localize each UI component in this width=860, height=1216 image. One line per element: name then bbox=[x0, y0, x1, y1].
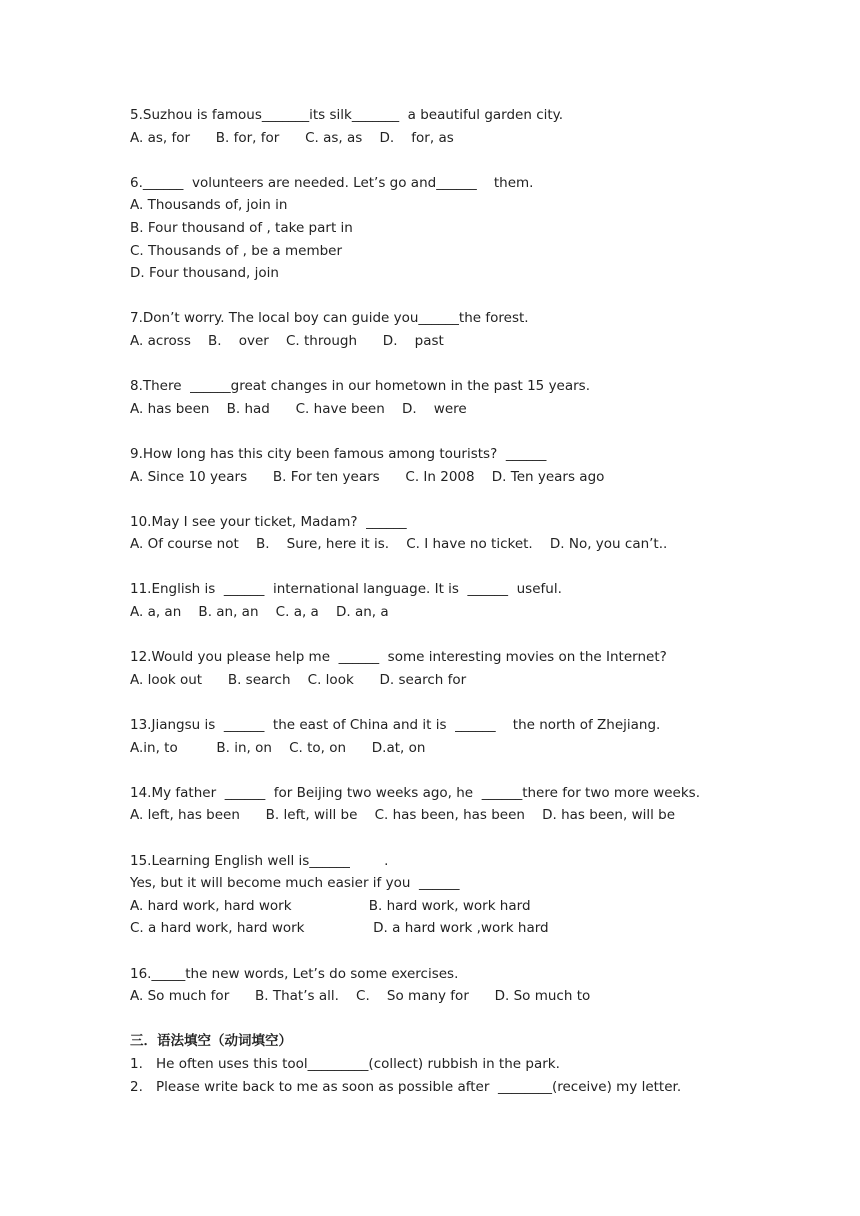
question-options-cd: C. a hard work, hard work D. a hard work ,work hard bbox=[130, 920, 549, 937]
question-stem: 11.English is ______ international language. It is ______ useful. bbox=[130, 581, 562, 598]
question-option-d: D. Four thousand, join bbox=[130, 265, 279, 282]
question-stem: 7.Don’t worry. The local boy can guide you______the forest. bbox=[130, 310, 529, 327]
question-14 bbox=[130, 782, 830, 827]
question-stem: 16._____the new words, Let’s do some exercises. bbox=[130, 965, 459, 982]
question-options: A. Of course not B. Sure, here it is. C. I have no ticket. D. No, you can’t.. bbox=[130, 536, 668, 553]
question-options: A. Since 10 years B. For ten years C. In 2008 D. Ten years ago bbox=[130, 468, 605, 485]
item-text: He often uses this tool_________(collect) rubbish in the park. bbox=[156, 1055, 560, 1072]
question-10 bbox=[130, 511, 830, 556]
item-number: 1. bbox=[130, 1055, 143, 1072]
question-option-b: B. Four thousand of , take part in bbox=[130, 219, 353, 236]
question-9 bbox=[130, 443, 830, 488]
document-page bbox=[130, 104, 830, 1098]
question-options: A. look out B. search C. look D. search for bbox=[130, 671, 467, 688]
question-16 bbox=[130, 963, 830, 1008]
question-stem: 6.______ volunteers are needed. Let’s go and______ them. bbox=[130, 174, 534, 191]
question-13 bbox=[130, 714, 830, 759]
question-stem: 5.Suzhou is famous_______its silk_______ a beautiful garden city. bbox=[130, 107, 564, 123]
question-options: A. has been B. had C. have been D. were bbox=[130, 400, 467, 417]
question-5 bbox=[130, 104, 830, 149]
fill-in-item-2 bbox=[130, 1076, 830, 1099]
question-stem: 8.There ______great changes in our hometown in the past 15 years. bbox=[130, 378, 591, 395]
question-options: A. a, an B. an, an C. a, a D. an, a bbox=[130, 604, 389, 621]
question-response: Yes, but it will become much easier if you ______ bbox=[130, 875, 460, 892]
question-options: A. as, for B. for, for C. as, as D. for, as bbox=[130, 129, 454, 146]
question-options: A. left, has been B. left, will be C. has been, has been D. has been, will be bbox=[130, 807, 676, 824]
question-stem: 12.Would you please help me ______ some interesting movies on the Internet? bbox=[130, 649, 667, 666]
question-option-a: A. Thousands of, join in bbox=[130, 197, 288, 214]
question-options: A.in, to B. in, on C. to, on D.at, on bbox=[130, 739, 426, 756]
question-12 bbox=[130, 646, 830, 691]
item-text: Please write back to me as soon as possible after ________(receive) my letter. bbox=[156, 1078, 682, 1095]
question-stem: 9.How long has this city been famous among tourists? ______ bbox=[130, 445, 547, 462]
item-number: 2. bbox=[130, 1078, 143, 1095]
question-8 bbox=[130, 375, 830, 420]
section-3 bbox=[130, 1030, 830, 1098]
question-options-ab: A. hard work, hard work B. hard work, work hard bbox=[130, 897, 531, 914]
question-6 bbox=[130, 172, 830, 285]
question-7 bbox=[130, 307, 830, 352]
question-stem: 14.My father ______ for Beijing two weeks ago, he ______there for two more weeks. bbox=[130, 784, 700, 801]
fill-in-item-1 bbox=[130, 1053, 830, 1076]
question-11 bbox=[130, 578, 830, 623]
section-title: 三．语法填空（动词填空） bbox=[130, 1033, 292, 1050]
question-option-c: C. Thousands of , be a member bbox=[130, 242, 343, 259]
question-options: A. across B. over C. through D. past bbox=[130, 332, 444, 349]
question-stem: 15.Learning English well is______ . bbox=[130, 852, 389, 869]
question-15 bbox=[130, 850, 830, 940]
question-stem: 10.May I see your ticket, Madam? ______ bbox=[130, 513, 407, 530]
question-stem: 13.Jiangsu is ______ the east of China and it is ______ the north of Zhejiang. bbox=[130, 717, 661, 734]
question-options: A. So much for B. That’s all. C. So many for D. So much to bbox=[130, 988, 591, 1005]
